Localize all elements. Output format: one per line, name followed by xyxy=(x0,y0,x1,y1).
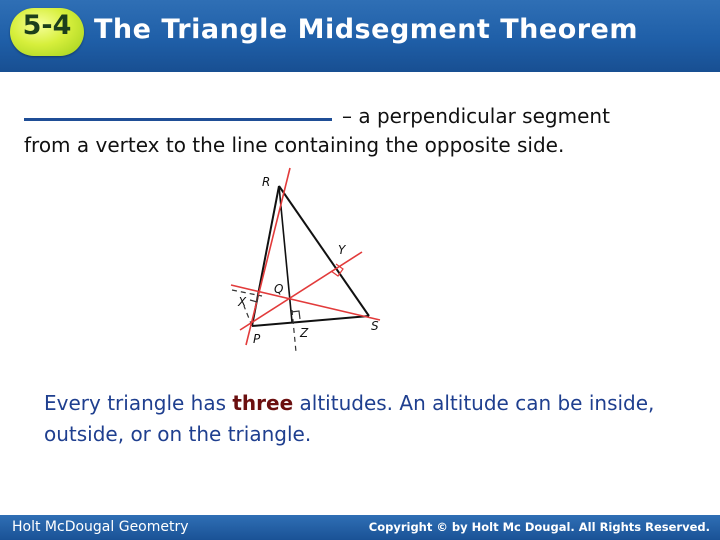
dashed-extension-z xyxy=(292,310,296,352)
side-ps xyxy=(252,316,369,326)
altitudes-note xyxy=(44,388,684,450)
lesson-number: 5-4 xyxy=(22,10,72,41)
page-title: The Triangle Midsegment Theorem xyxy=(94,14,639,45)
altitude-line-vertical xyxy=(246,168,290,345)
label-q: Q xyxy=(274,282,284,296)
label-z: Z xyxy=(300,326,309,340)
label-y: Y xyxy=(338,243,346,257)
label-x: X xyxy=(238,295,247,309)
definition-line-2: from a vertex to the line containing the opposite side. xyxy=(24,133,565,157)
footer-copyright: Copyright © by Holt Mc Dougal. All Rights Reserved. xyxy=(368,520,710,534)
label-r: R xyxy=(262,175,271,189)
note-text-start: Every triangle has xyxy=(44,391,233,415)
footer-bar xyxy=(0,515,720,540)
footer-course: Holt McDougal Geometry xyxy=(12,519,189,535)
label-p: P xyxy=(253,332,261,346)
definition-line-1: – a perpendicular segment xyxy=(342,104,610,128)
note-emphasis: three xyxy=(232,391,294,415)
label-s: S xyxy=(371,319,379,333)
note-text-end: altitudes. An altitude can be inside, outside, or on the triangle. xyxy=(44,391,655,446)
